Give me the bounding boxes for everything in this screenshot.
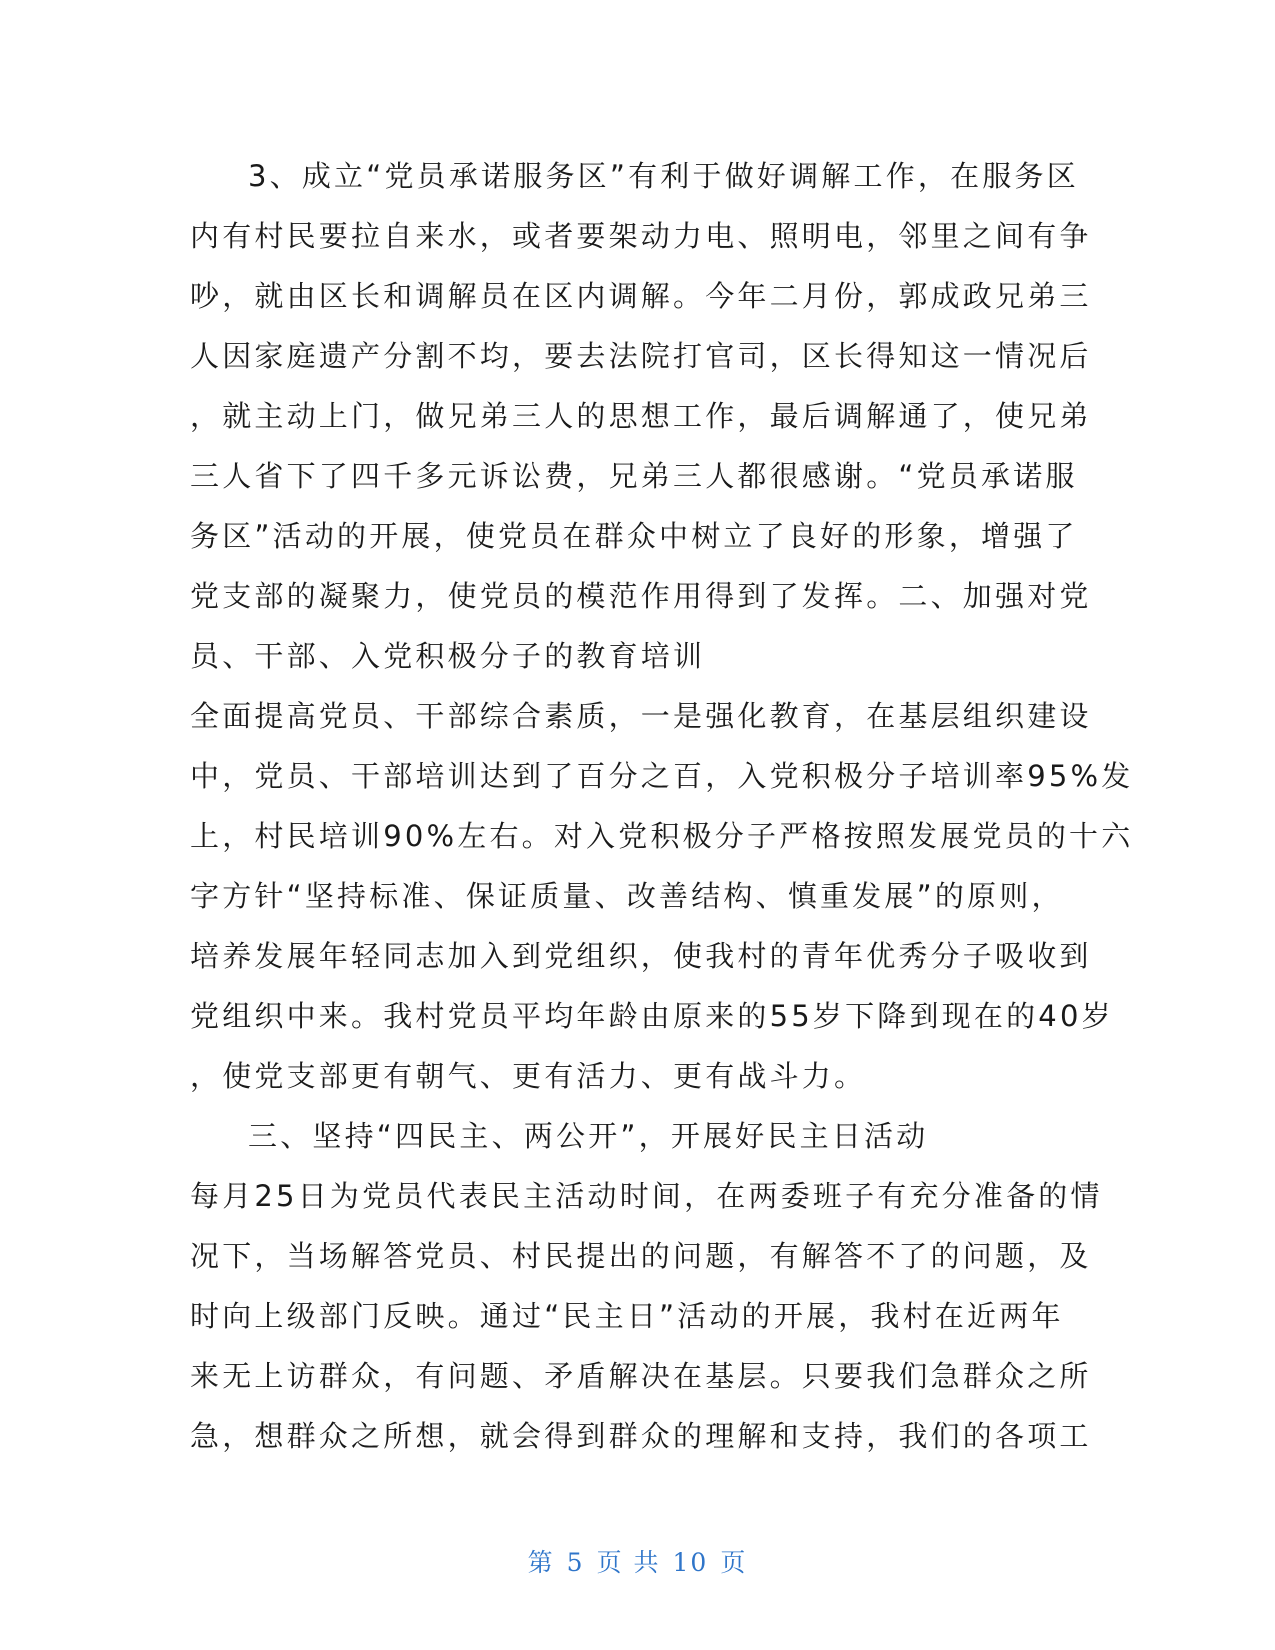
section-heading: 三、坚持“四民主、两公开”，开展好民主日活动	[248, 1119, 929, 1153]
text-line: 三人省下了四千多元诉讼费，兄弟三人都很感谢。“党员承诺服	[190, 459, 1078, 493]
text-line: ，使党支部更有朝气、更有活力、更有战斗力。	[190, 1059, 867, 1093]
text-line: 人因家庭遗产分割不均，要去法院打官司，区长得知这一情况后	[190, 339, 1092, 373]
footer-middle: 页 共	[596, 1548, 661, 1577]
text-line: 培养发展年轻同志加入到党组织，使我村的青年优秀分子吸收到	[190, 939, 1092, 973]
text-line: 每月25日为党员代表民主活动时间，在两委班子有充分准备的情	[190, 1179, 1103, 1213]
body-text	[190, 146, 1134, 1466]
text-line: 字方针“坚持标准、保证质量、改善结构、慎重发展”的原则，	[190, 879, 1064, 913]
text-line: 吵，就由区长和调解员在区内调解。今年二月份，郭成政兄弟三	[190, 279, 1092, 313]
text-line: 上，村民培训90%左右。对入党积极分子严格按照发展党员的十六	[190, 819, 1134, 853]
text-line: 员、干部、入党积极分子的教育培训	[190, 639, 706, 673]
text-line: ，就主动上门，做兄弟三人的思想工作，最后调解通了，使兄弟	[190, 399, 1092, 433]
text-line: 中，党员、干部培训达到了百分之百，入党积极分子培训率95%发	[190, 759, 1134, 793]
text-line: 全面提高党员、干部综合素质，一是强化教育，在基层组织建设	[190, 699, 1092, 733]
footer-prefix: 第	[527, 1548, 555, 1577]
text-line: 急，想群众之所想，就会得到群众的理解和支持，我们的各项工	[190, 1419, 1092, 1453]
text-line: 3、成立“党员承诺服务区”有利于做好调解工作，在服务区	[248, 159, 1079, 193]
text-line: 况下，当场解答党员、村民提出的问题，有解答不了的问题，及	[190, 1239, 1092, 1273]
page-footer	[0, 1543, 1275, 1579]
text-line: 党支部的凝聚力，使党员的模范作用得到了发挥。二、加强对党	[190, 579, 1092, 613]
text-line: 党组织中来。我村党员平均年龄由原来的55岁下降到现在的40岁	[190, 999, 1114, 1033]
text-line: 务区”活动的开展，使党员在群众中树立了良好的形象，增强了	[190, 519, 1078, 553]
text-line: 时向上级部门反映。通过“民主日”活动的开展，我村在近两年	[190, 1299, 1064, 1333]
text-line: 内有村民要拉自来水，或者要架动力电、照明电，邻里之间有争	[190, 219, 1092, 253]
current-page-number: 5	[566, 1548, 585, 1577]
footer-suffix: 页	[720, 1548, 748, 1577]
total-pages-number: 10	[672, 1548, 709, 1577]
text-line: 来无上访群众，有问题、矛盾解决在基层。只要我们急群众之所	[190, 1359, 1092, 1393]
